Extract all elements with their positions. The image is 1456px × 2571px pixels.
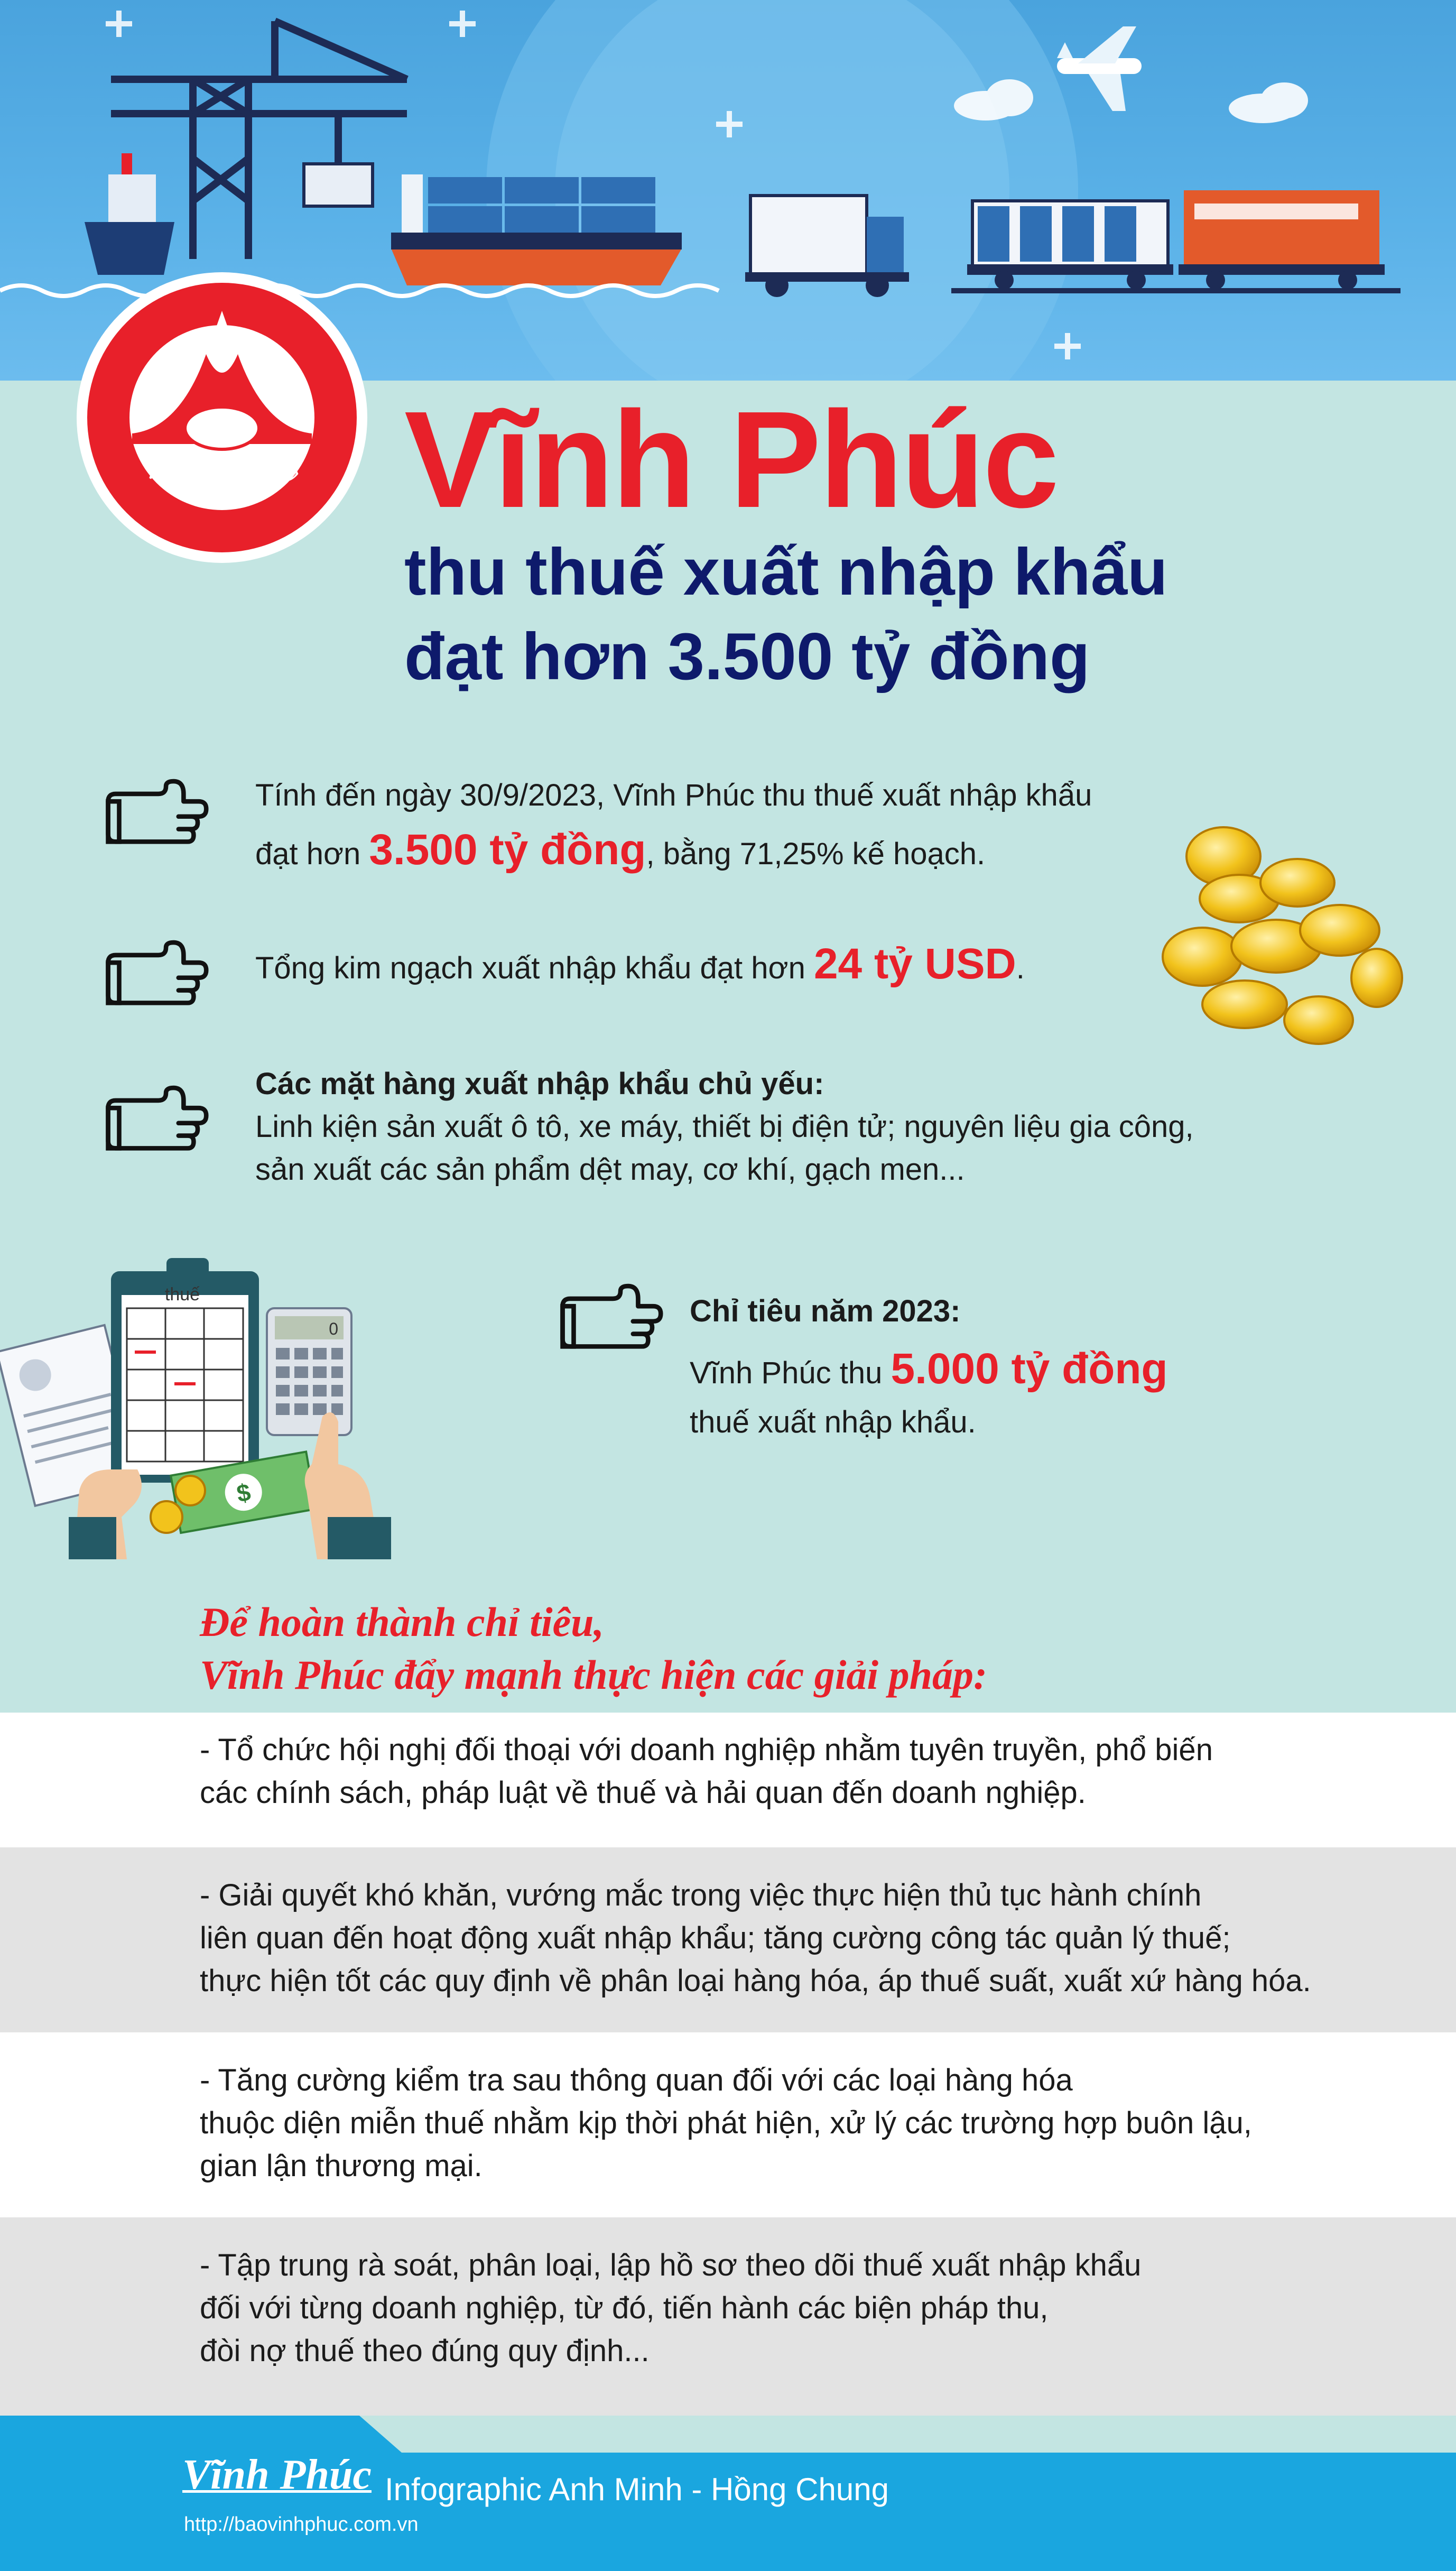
emblem-text: VĨNH PHÚC [139, 450, 305, 510]
solution-item-1 [200, 1728, 1213, 1814]
solution-item-1-line2: các chính sách, pháp luật về thuế và hải quan đến doanh nghiệp. [200, 1775, 1086, 1810]
fact-target-2023-heading: Chỉ tiêu năm 2023: [690, 1294, 961, 1328]
fact-tax-collected-amount: 3.500 tỷ đồng [369, 825, 646, 874]
fact-target-2023-amount: 5.000 tỷ đồng [891, 1344, 1168, 1393]
fact-main-goods [255, 1062, 1194, 1191]
solution-item-3-line3: gian lận thương mại. [200, 2149, 483, 2184]
pointing-hand-icon [558, 1282, 663, 1356]
solution-item-3 [200, 2059, 1252, 2188]
fact-target-2023 [690, 1287, 1168, 1447]
fact-main-goods-line1: Linh kiện sản xuất ô tô, xe máy, thiết bị điện tử; nguyên liệu gia công, [255, 1109, 1194, 1144]
fact-main-goods-line2: sản xuất các sản phẩm dệt may, cơ khí, gạch men... [255, 1152, 965, 1187]
tax-calculation-illustration-icon [0, 1242, 412, 1559]
page-subtitle-line1: thu thuế xuất nhập khẩu [404, 535, 1168, 609]
pointing-hand-icon [103, 938, 209, 1012]
tax-sheet-label: thuế [164, 1284, 200, 1305]
fact-tax-collected [255, 772, 1092, 883]
solution-item-3-line2: thuộc diện miễn thuế nhằm kịp thời phát hiện, xử lý các trường hợp buôn lậu, [200, 2106, 1252, 2141]
footer-credit: Infographic Anh Minh - Hồng Chung [385, 2472, 889, 2507]
pointing-hand-icon [103, 1084, 209, 1158]
pointing-hand-icon [103, 777, 209, 851]
fact-trade-value-post: . [1016, 951, 1025, 985]
solution-item-2 [200, 1874, 1311, 2003]
solutions-heading-line1: Để hoàn thành chỉ tiêu, [200, 1599, 605, 1645]
footer-url-link[interactable]: http://baovinhphuc.com.vn [184, 2513, 419, 2536]
fact-main-goods-heading: Các mặt hàng xuất nhập khẩu chủ yếu: [255, 1067, 824, 1101]
solution-item-2-line1: - Giải quyết khó khăn, vướng mắc trong việc thực hiện thủ tục hành chính [200, 1878, 1202, 1912]
fact-tax-collected-line1: Tính đến ngày 30/9/2023, Vĩnh Phúc thu thuế xuất nhập khẩu [255, 778, 1092, 812]
vinh-phuc-emblem-icon [74, 270, 370, 566]
solution-item-4-line1: - Tập trung rà soát, phân loại, lập hồ sơ theo dõi thuế xuất nhập khẩu [200, 2248, 1142, 2282]
solution-item-1-line1: - Tổ chức hội nghị đối thoại với doanh nghiệp nhằm tuyên truyền, phổ biến [200, 1733, 1213, 1767]
solution-item-4-line3: đòi nợ thuế theo đúng quy định... [200, 2334, 650, 2369]
solution-item-4-line2: đối với từng doanh nghiệp, từ đó, tiến hành các biện pháp thu, [200, 2291, 1049, 2326]
page-title: Vĩnh Phúc [404, 383, 1058, 537]
fact-trade-value [255, 930, 1025, 997]
fact-target-2023-line2: thuế xuất nhập khẩu. [690, 1404, 976, 1439]
fact-target-2023-pre: Vĩnh Phúc thu [690, 1355, 891, 1390]
footer-brand: Vĩnh Phúc [182, 2452, 372, 2498]
page-subtitle-line2: đạt hơn 3.500 tỷ đồng [404, 620, 1090, 693]
solution-item-4 [200, 2244, 1141, 2373]
solutions-heading-line2: Vĩnh Phúc đẩy mạnh thực hiện các giải pháp: [200, 1652, 987, 1698]
solution-item-3-line1: - Tăng cường kiểm tra sau thông quan đối với các loại hàng hóa [200, 2063, 1073, 2097]
fact-tax-collected-post: , bằng 71,25% kế hoạch. [646, 836, 986, 871]
gold-coins-icon [1160, 825, 1403, 1047]
fact-trade-value-pre: Tổng kim ngạch xuất nhập khẩu đạt hơn [255, 951, 814, 985]
fact-tax-collected-pre: đạt hơn [255, 836, 369, 871]
fact-trade-value-amount: 24 tỷ USD [813, 940, 1016, 988]
calculator-display: 0 [329, 1319, 338, 1338]
solution-item-2-line2: liên quan đến hoạt động xuất nhập khẩu; tăng cường công tác quản lý thuế; [200, 1921, 1231, 1956]
solution-item-2-line3: thực hiện tốt các quy định về phân loại hàng hóa, áp thuế suất, xuất xứ hàng hóa. [200, 1964, 1311, 1999]
svg-text:$: $ [234, 1478, 253, 1508]
